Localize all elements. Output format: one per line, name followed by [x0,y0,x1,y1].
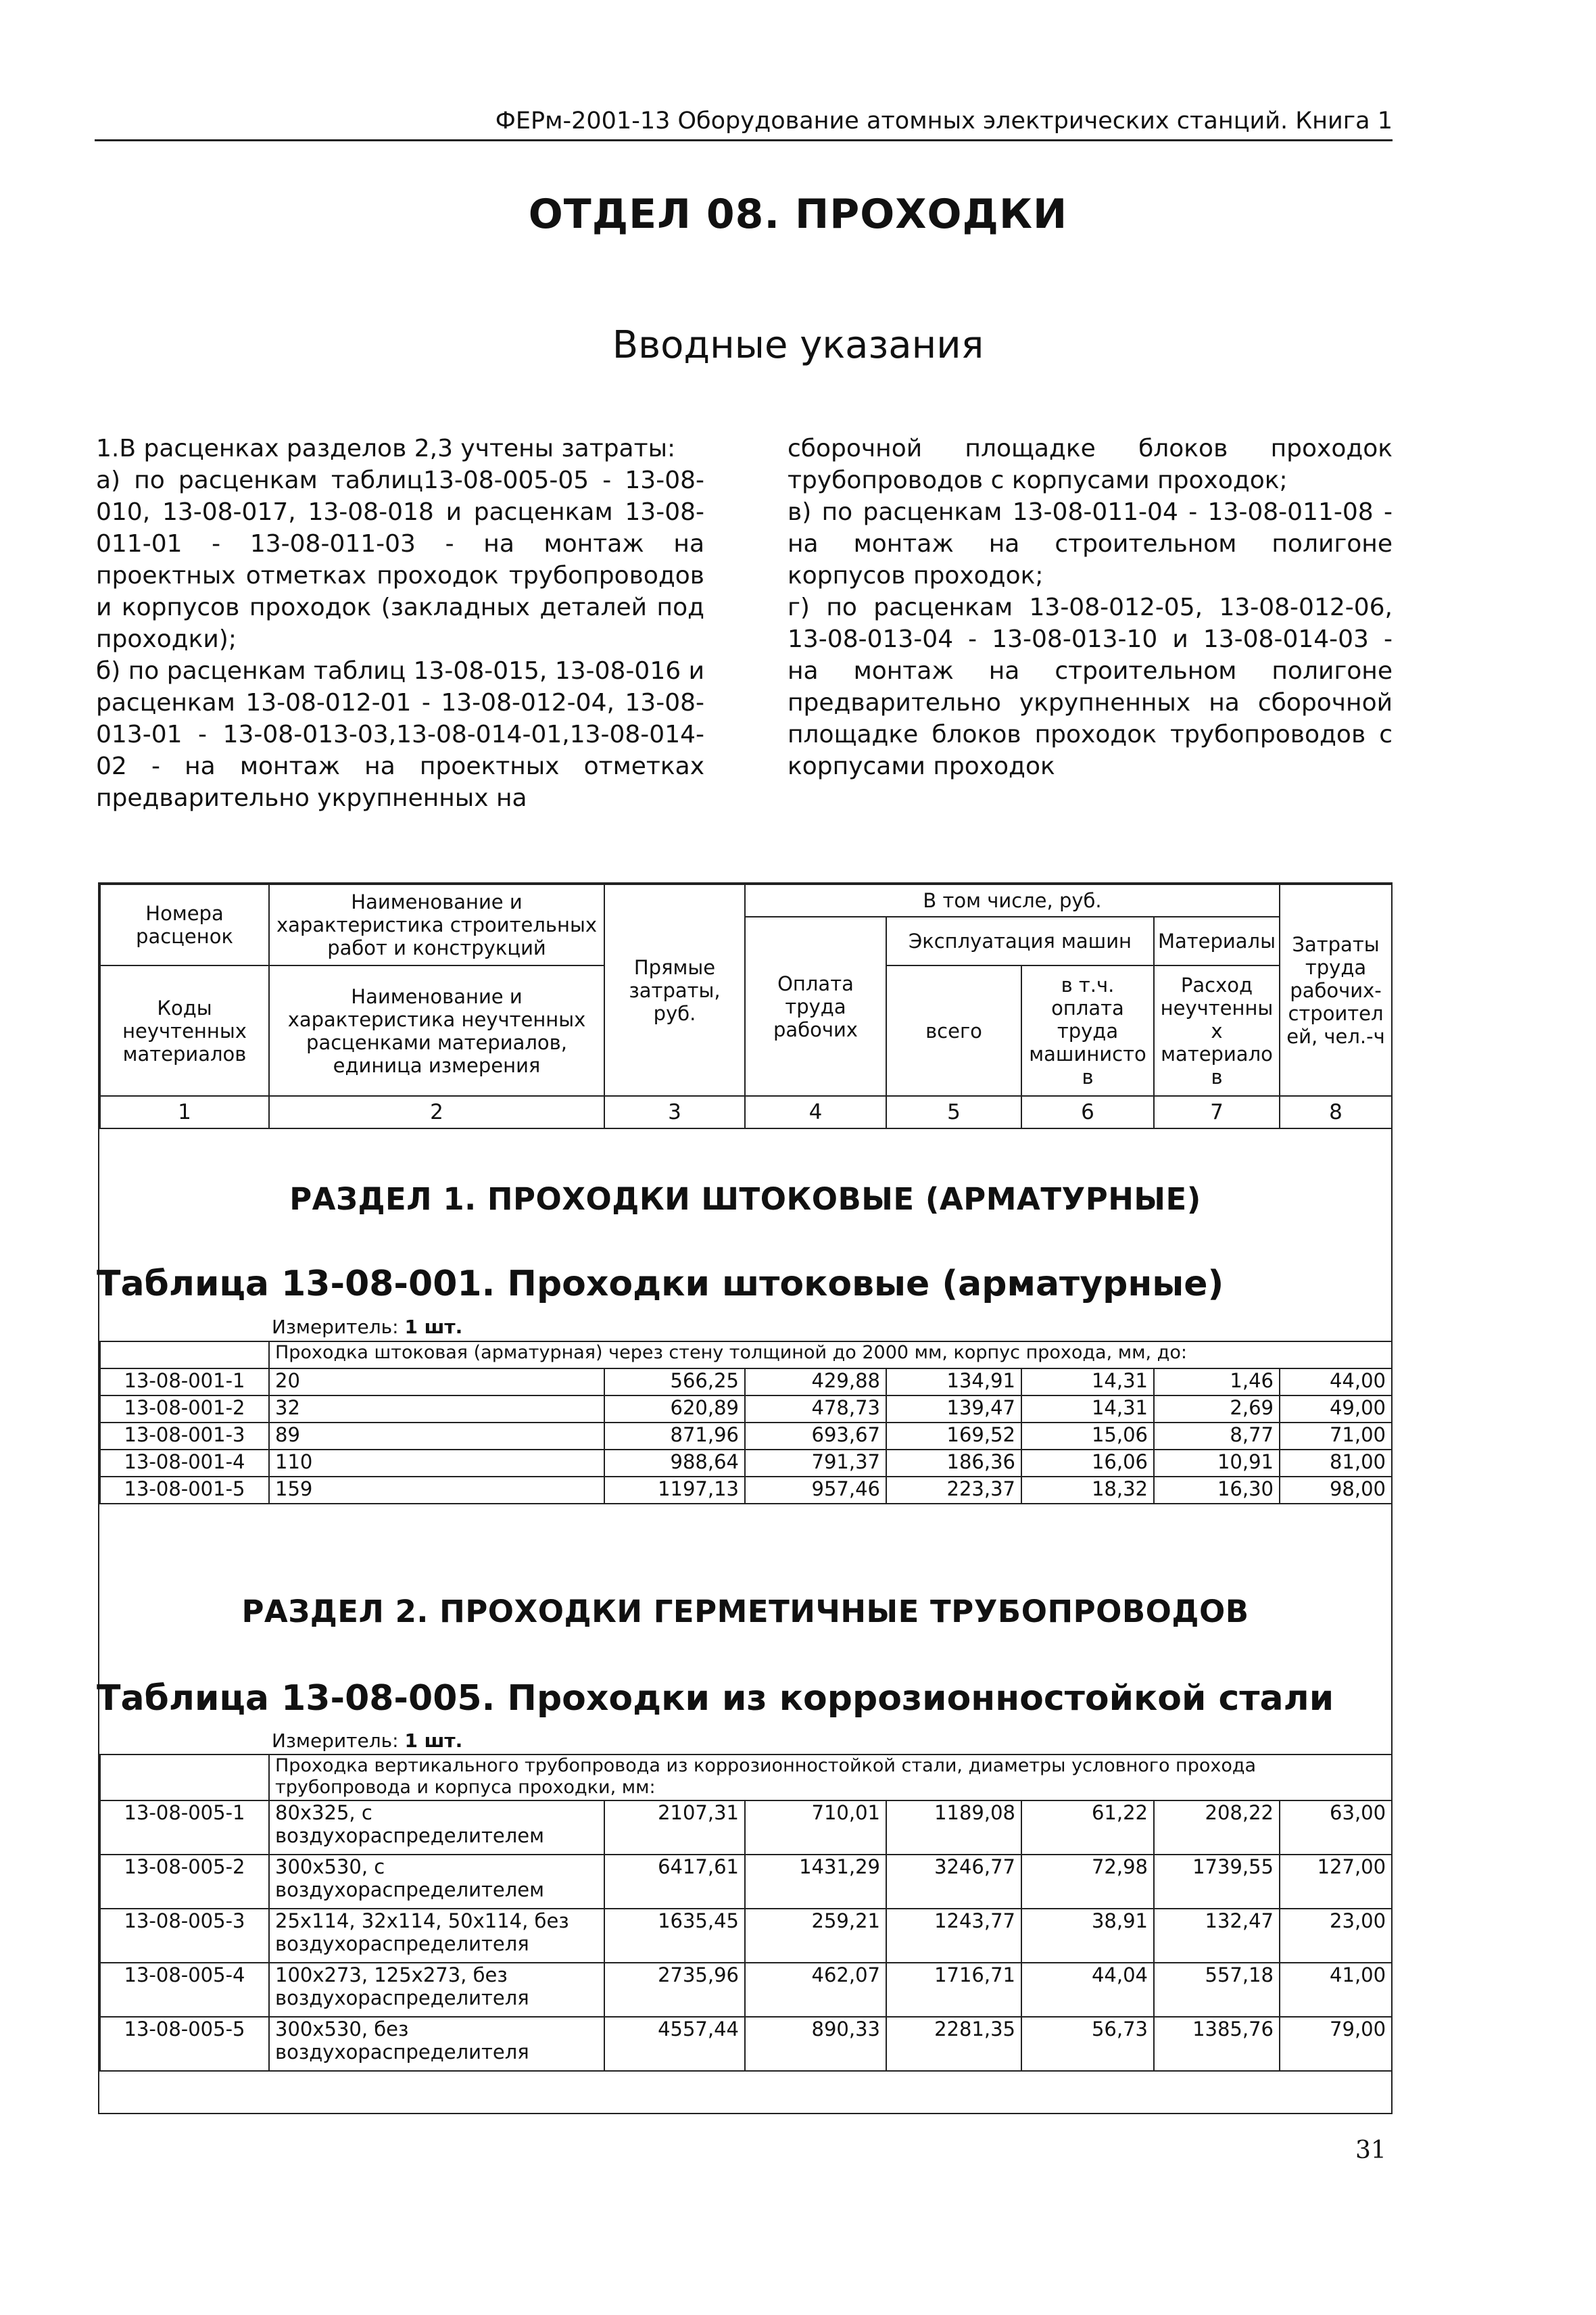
column-number: 5 [886,1096,1021,1128]
cell-labor: 791,37 [745,1450,886,1477]
cell-code: 13-08-005-2 [100,1855,269,1909]
cell-machines: 134,91 [886,1368,1021,1395]
cell-direct: 871,96 [604,1423,745,1450]
measure-value: 1 шт. [404,1729,463,1752]
cell-machines: 3246,77 [886,1855,1021,1909]
cell-name: 300x530, с воздухораспределителем [269,1855,604,1909]
intro-paragraph: б) по расценкам таблиц 13-08-015, 13-08-016 и расценкам 13-08-012-01 - 13-08-012-04, 13-08-013-01 - 13-08-013-03,13-08-014-01,13-08-014-02 - на монтаж на проектных отметках предварительно укрупненных на [96,657,704,812]
cell-code: 13-08-005-3 [100,1909,269,1963]
table-13-08-001-title: Таблица 13-08-001. Проходки штоковые (арматурные) [97,1264,1224,1304]
cell-labor: 429,88 [745,1368,886,1395]
column-number: 4 [745,1096,886,1128]
section-2-title: РАЗДЕЛ 2. ПРОХОДКИ ГЕРМЕТИЧНЫЕ ТРУБОПРОВОДОВ [241,1594,1249,1629]
cell-hours: 41,00 [1280,1963,1392,2017]
cell-name: 300x530, без воздухораспределителя [269,2017,604,2071]
column-number: 6 [1021,1096,1154,1128]
cell-operators: 56,73 [1021,2017,1154,2071]
cell-materials: 8,77 [1154,1423,1280,1450]
cell-operators: 44,04 [1021,1963,1154,2017]
header-works-bottom: Наименование и характеристика неучтенных расценками материалов, единица измерения [269,965,604,1096]
running-header: ФЕРм-2001-13 Оборудование атомных электрических станций. Книга 1 [95,107,1393,141]
cell-labor: 462,07 [745,1963,886,2017]
intro-right-column [788,433,1393,782]
cell-materials: 132,47 [1154,1909,1280,1963]
cell-materials: 208,22 [1154,1800,1280,1855]
measure-value: 1 шт. [404,1316,463,1338]
cell-labor: 957,46 [745,1477,886,1504]
header-codes-top: Номера расценок [100,884,269,965]
page-number: 31 [1355,2137,1386,2164]
cell-code: 13-08-001-5 [100,1477,269,1504]
cell-operators: 14,31 [1021,1368,1154,1395]
intro-paragraph: г) по расценкам 13-08-012-05, 13-08-012-06, 13-08-013-04 - 13-08-013-10 и 13-08-014-03 - на монтаж на строительном полигоне предварительно укрупненных на сборочной площадке блоков проходок трубопроводов с корпусами проходок [788,594,1393,780]
department-title: ОТДЕЛ 08. ПРОХОДКИ [528,191,1068,238]
header-works-top: Наименование и характеристика строительных работ и конструкций [269,884,604,965]
header-including: В том числе, руб. [745,884,1280,917]
intro-left-column [96,433,704,814]
cell-name: 32 [269,1395,604,1423]
table-row [100,1963,1392,2017]
cell-hours: 49,00 [1280,1395,1392,1423]
cell-hours: 71,00 [1280,1423,1392,1450]
measure-label: Измеритель: [272,1316,399,1338]
table-description: Проходка вертикального трубопровода из коррозионностойкой стали, диаметры условного прохода трубопровода и корпуса проходки, мм: [269,1755,1392,1800]
table-row [100,1477,1392,1504]
cell-materials: 1385,76 [1154,2017,1280,2071]
section-1-title: РАЗДЕЛ 1. ПРОХОДКИ ШТОКОВЫЕ (АРМАТУРНЫЕ) [289,1181,1201,1217]
cell-name: 20 [269,1368,604,1395]
cell-operators: 15,06 [1021,1423,1154,1450]
table-row [100,1450,1392,1477]
table-header [99,884,1393,1129]
cell-operators: 18,32 [1021,1477,1154,1504]
cell-hours: 79,00 [1280,2017,1392,2071]
table-13-08-005-title: Таблица 13-08-005. Проходки из коррозионностойкой стали [97,1678,1334,1719]
cell-labor: 478,73 [745,1395,886,1423]
cell-labor: 693,67 [745,1423,886,1450]
cell-labor: 259,21 [745,1909,886,1963]
cell-code: 13-08-001-2 [100,1395,269,1423]
header-materials-usage: Расход неучтенны х материало в [1154,965,1280,1096]
cell-name: 80x325, с воздухораспределителем [269,1800,604,1855]
cell-materials: 1739,55 [1154,1855,1280,1909]
cell-labor: 1431,29 [745,1855,886,1909]
cell-materials: 16,30 [1154,1477,1280,1504]
header-labor-hours: Затраты труда рабочих-строител ей, чел.-ч [1280,884,1392,1096]
cell-machines: 1243,77 [886,1909,1021,1963]
header-machines: Эксплуатация машин [886,917,1154,965]
column-number: 7 [1154,1096,1280,1128]
cell-operators: 14,31 [1021,1395,1154,1423]
cell-hours: 23,00 [1280,1909,1392,1963]
cell-operators: 61,22 [1021,1800,1154,1855]
header-direct-costs: Прямые затраты, руб. [604,884,745,1096]
table-row [100,1909,1392,1963]
cell-materials: 557,18 [1154,1963,1280,2017]
column-number: 1 [100,1096,269,1128]
cell-code: 13-08-001-3 [100,1423,269,1450]
column-number: 3 [604,1096,745,1128]
cell-name: 110 [269,1450,604,1477]
header-machines-total: всего [886,965,1021,1096]
header-codes-bottom: Коды неучтенных материалов [100,965,269,1096]
cell-materials: 1,46 [1154,1368,1280,1395]
cell-direct: 620,89 [604,1395,745,1423]
measure-unit [272,1316,462,1338]
header-operators-pay: в т.ч. оплата труда машинисто в [1021,965,1154,1096]
cell-machines: 186,36 [886,1450,1021,1477]
cell-materials: 2,69 [1154,1395,1280,1423]
cell-direct: 4557,44 [604,2017,745,2071]
cell-labor: 710,01 [745,1800,886,1855]
cell-hours: 63,00 [1280,1800,1392,1855]
rates-table [98,882,1393,2114]
column-number: 8 [1280,1096,1392,1128]
cell-code: 13-08-005-5 [100,2017,269,2071]
table-description: Проходка штоковая (арматурная) через стену толщиной до 2000 мм, корпус прохода, мм, до: [269,1341,1392,1368]
cell-direct: 6417,61 [604,1855,745,1909]
table-13-08-001 [99,1341,1393,1504]
cell-name: 159 [269,1477,604,1504]
cell-machines: 169,52 [886,1423,1021,1450]
table-row [100,2017,1392,2071]
cell-code: 13-08-001-1 [100,1368,269,1395]
cell-name: 89 [269,1423,604,1450]
cell-materials: 10,91 [1154,1450,1280,1477]
cell-direct: 2735,96 [604,1963,745,2017]
intro-paragraph: в) по расценкам 13-08-011-04 - 13-08-011-08 - на монтаж на строительном полигоне корпусов проходок; [788,498,1393,590]
table-row [100,1395,1392,1423]
cell-hours: 127,00 [1280,1855,1392,1909]
cell-machines: 2281,35 [886,2017,1021,2071]
cell-code: 13-08-001-4 [100,1450,269,1477]
cell-operators: 72,98 [1021,1855,1154,1909]
cell-machines: 223,37 [886,1477,1021,1504]
cell-direct: 1635,45 [604,1909,745,1963]
table-row [100,1800,1392,1855]
cell-machines: 139,47 [886,1395,1021,1423]
measure-label: Измеритель: [272,1729,399,1752]
intro-title: Вводные указания [612,323,984,367]
cell-direct: 2107,31 [604,1800,745,1855]
cell-hours: 98,00 [1280,1477,1392,1504]
cell-direct: 1197,13 [604,1477,745,1504]
cell-operators: 16,06 [1021,1450,1154,1477]
cell-operators: 38,91 [1021,1909,1154,1963]
cell-machines: 1716,71 [886,1963,1021,2017]
column-number: 2 [269,1096,604,1128]
cell-labor: 890,33 [745,2017,886,2071]
cell-code: 13-08-005-1 [100,1800,269,1855]
header-labor-pay: Оплата труда рабочих [745,917,886,1096]
cell-name: 25x114, 32x114, 50x114, без воздухораспределителя [269,1909,604,1963]
header-materials: Материалы [1154,917,1280,965]
intro-paragraph: сборочной площадке блоков проходок трубопроводов с корпусами проходок; [788,435,1393,494]
cell-direct: 988,64 [604,1450,745,1477]
cell-name: 100x273, 125x273, без воздухораспределителя [269,1963,604,2017]
cell-machines: 1189,08 [886,1800,1021,1855]
cell-hours: 81,00 [1280,1450,1392,1477]
measure-unit [272,1729,462,1752]
table-row [100,1855,1392,1909]
cell-direct: 566,25 [604,1368,745,1395]
intro-paragraph: а) по расценкам таблиц13-08-005-05 - 13-08-010, 13-08-017, 13-08-018 и расценкам 13-08-011-01 - 13-08-011-03 - на монтаж на проектных отметках проходок трубопроводов и корпусов проходок (закладных деталей под проходки); [96,467,704,653]
table-row [100,1423,1392,1450]
table-row [100,1368,1392,1395]
intro-paragraph: 1.В расценках разделов 2,3 учтены затраты: [96,435,676,462]
cell-code: 13-08-005-4 [100,1963,269,2017]
cell-hours: 44,00 [1280,1368,1392,1395]
table-13-08-005 [99,1754,1393,2072]
